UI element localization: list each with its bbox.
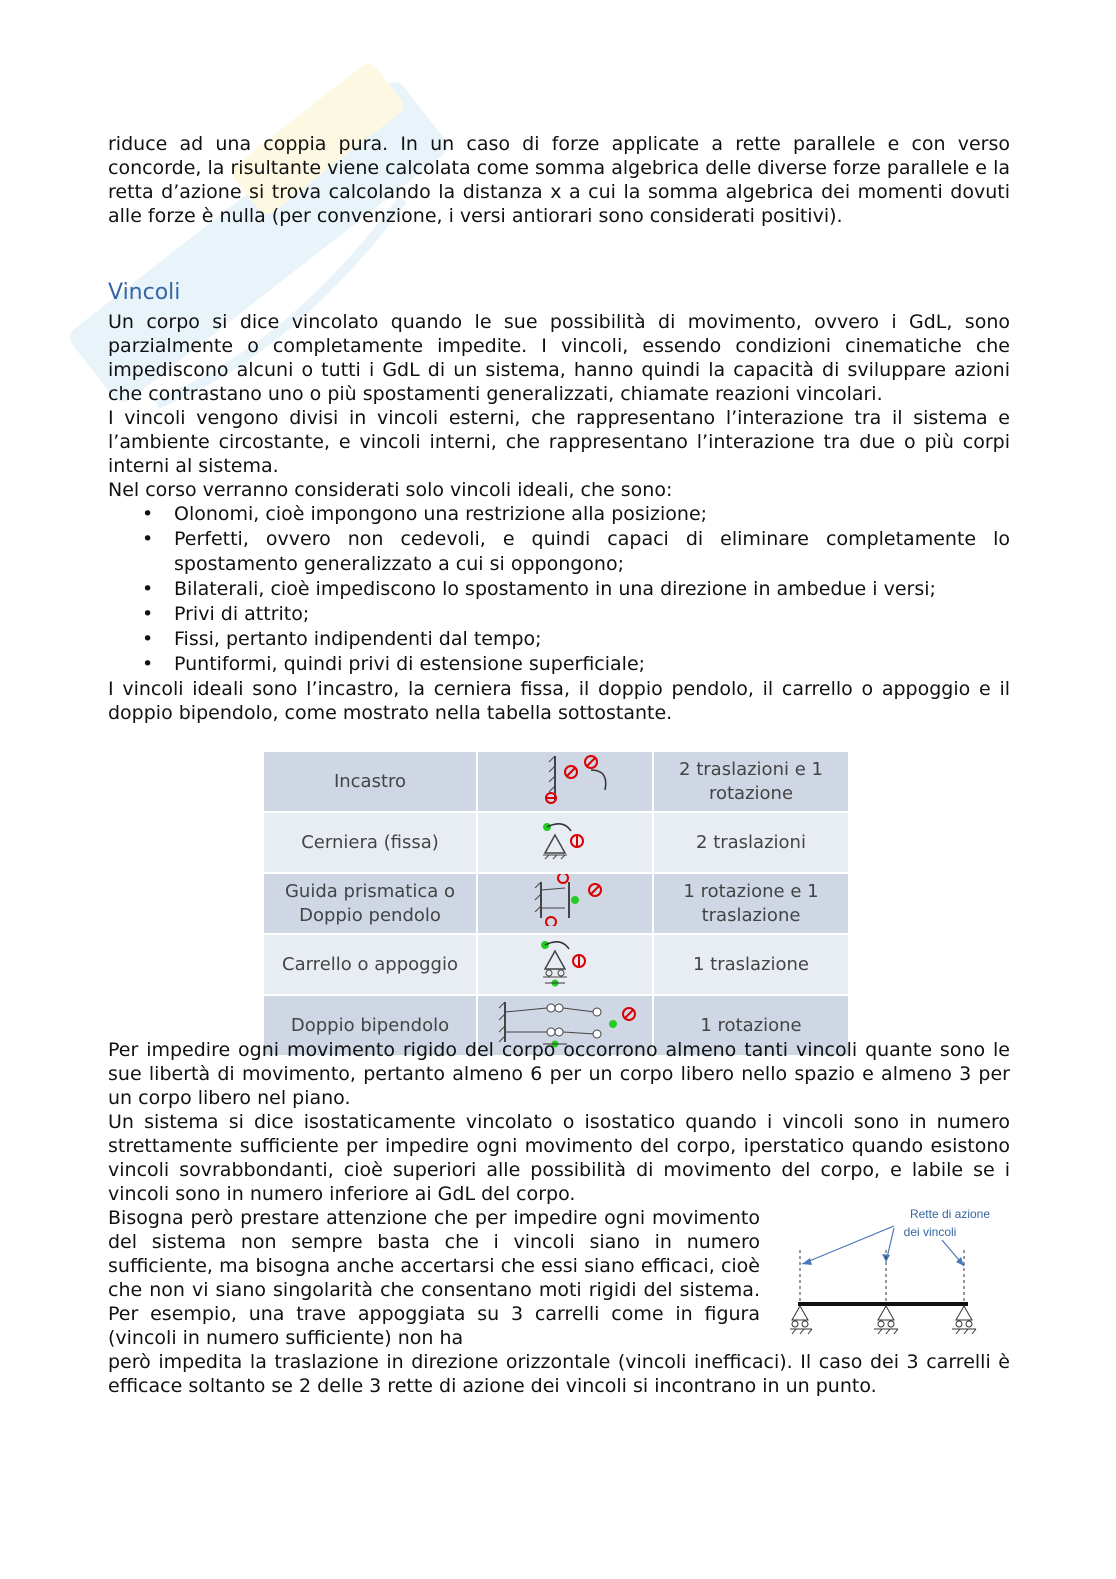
paragraph-effectiveness: Bisogna però prestare attenzione che per impedire ogni movimento del sistema non sempre basta che i vincoli siano in numero sufficiente, ma bisogna anche accertarsi che essi siano efficaci, cioè che non vi siano singolarità che consentano moti rigidi del sistema. Per esempio, una trave appoggiata su 3 carrelli come in figura (vincoli in numero sufficiente) non ha [108, 1207, 760, 1349]
table-row [263, 934, 849, 995]
paragraph-table-intro: I vincoli ideali sono l’incastro, la cerniera fissa, il doppio pendolo, il carrello o appoggio e il doppio bipendolo, come mostrato nella tabella sottostante. [108, 678, 1010, 724]
figure-label-line1: Rette di azione [909, 1207, 991, 1221]
roller-support [952, 1306, 976, 1334]
constraint-dof: 2 traslazioni [653, 812, 849, 873]
cerniera-icon [505, 813, 625, 865]
intro-block [108, 132, 1010, 228]
ideal-constraints-list [108, 502, 1010, 677]
doppio-pendolo-icon [505, 874, 625, 926]
list-item: • Privi di attrito; [174, 602, 1010, 627]
constraint-dof: 1 rotazione e 1 traslazione [653, 873, 849, 934]
constraint-name: Incastro [263, 751, 477, 812]
continued-paragraph [108, 1350, 1010, 1398]
constraint-diagram [477, 812, 653, 873]
constraint-name: Cerniera (fissa) [263, 812, 477, 873]
constraint-name: Guida prismatica o Doppio pendolo [263, 873, 477, 934]
list-item: • Fissi, pertanto indipendenti dal tempo; [174, 627, 1010, 652]
constraint-name: Carrello o appoggio [263, 934, 477, 995]
paragraph-minimum-constraints: Per impedire ogni movimento rigido del corpo occorrono almeno tanti vincoli quante sono le sue libertà di movimento, pertanto almeno 6 per un corpo libero nello spazio e almeno 3 per un corpo libero nel piano. [108, 1039, 1010, 1109]
figure-label-line2: dei vincoli [903, 1225, 957, 1239]
beam-three-rollers-figure [790, 1202, 1010, 1352]
table-row [263, 751, 849, 812]
vincoli-section [108, 279, 1010, 725]
incastro-icon [505, 752, 625, 804]
paragraph-isostatic: Un sistema si dice isostaticamente vincolato o isostatico quando i vincoli sono in numero strettamente sufficiente per impedire ogni movimento del corpo, iperstatico quando esistono vincoli sovrabbondanti, cioè superiori alle possibilità di movimento del corpo, e labile se i vincoli sono in numero inferiore ai GdL del corpo. [108, 1111, 1010, 1205]
roller-support [790, 1306, 812, 1334]
constraint-dof: 1 traslazione [653, 934, 849, 995]
list-item: • Olonomi, cioè impongono una restrizione alla posizione; [174, 502, 1010, 527]
after-table-block [108, 1038, 1010, 1206]
roller-support [874, 1306, 898, 1334]
constraint-name: Doppio bipendolo [263, 995, 477, 1056]
list-item: • Puntiformi, quindi privi di estensione superficiale; [174, 652, 1010, 677]
constraint-diagram [477, 873, 653, 934]
carrello-icon [505, 935, 625, 987]
list-item: • Perfetti, ovvero non cedevoli, e quindi capaci di eliminare completamente lo spostamento generalizzato a cui si oppongono; [174, 527, 1010, 577]
paragraph-classification: I vincoli vengono divisi in vincoli esterni, che rappresentano l’interazione tra il sistema e l’ambiente circostante, e vincoli interni, che rappresentano l’interazione tra due o più corpi interni al sistema. [108, 407, 1010, 477]
constraint-dof: 1 rotazione [653, 995, 849, 1056]
paragraph-effectiveness-continued: però impedita la traslazione in direzione orizzontale (vincoli inefficaci). Il caso dei 3 carrelli è efficace soltanto se 2 delle 3 rette di azione dei vincoli si incontrano in un punto. [108, 1351, 1010, 1397]
pointer-arrow [802, 1226, 894, 1264]
table-row [263, 812, 849, 873]
wrapped-paragraph [108, 1206, 760, 1350]
paragraph-ideal-intro: Nel corso verranno considerati solo vincoli ideali, che sono: [108, 479, 673, 501]
constraint-diagram [477, 934, 653, 995]
table-row [263, 873, 849, 934]
constraint-dof: 2 traslazioni e 1 rotazione [653, 751, 849, 812]
constraint-diagram [477, 751, 653, 812]
intro-paragraph: riduce ad una coppia pura. In un caso di forze applicate a rette parallele e con verso concorde, la risultante viene calcolata come somma algebrica delle diverse forze parallele e la retta d’azione si trova calcolando la distanza x a cui la somma algebrica dei momenti dovuti alle forze è nulla (per convenzione, i versi antiorari sono considerati positivi). [108, 133, 1010, 227]
constraints-table [262, 750, 850, 1057]
section-title: Vincoli [108, 280, 181, 305]
list-item: • Bilaterali, cioè impediscono lo spostamento in una direzione in ambedue i versi; [174, 577, 1010, 602]
paragraph-definition: Un corpo si dice vincolato quando le sue possibilità di movimento, ovvero i GdL, sono parzialmente o completamente impedite. I vincoli, essendo condizioni cinematiche che impediscono alcuni o tutti i GdL di un sistema, hanno quindi la capacità di sviluppare azioni che contrastano uno o più spostamenti generalizzati, chiamate reazioni vincolari. [108, 311, 1010, 405]
